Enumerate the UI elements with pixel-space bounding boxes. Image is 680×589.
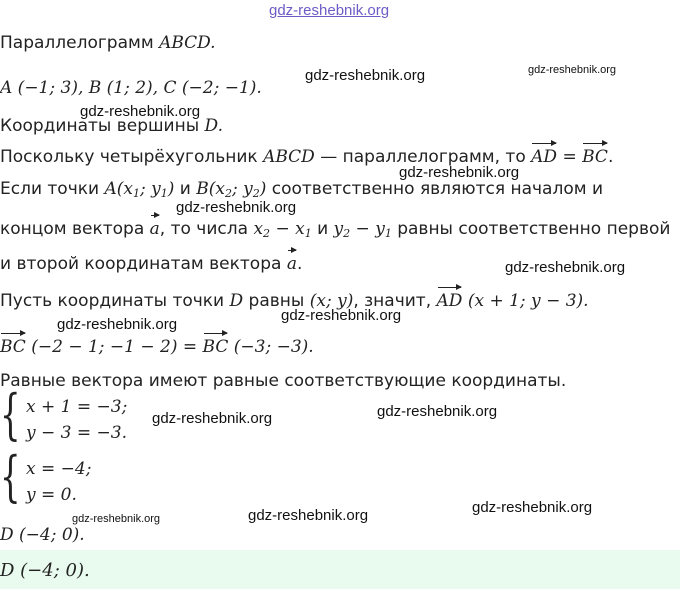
watermark: gdz-reshebnik.org (248, 507, 369, 524)
l6-sub3: 2 (343, 227, 351, 240)
l8-d: D (229, 291, 244, 311)
l4-end: . (607, 147, 614, 167)
l6-and: и (311, 219, 334, 239)
l5-sub2: 1 (160, 187, 168, 200)
l6-text-end: равны соответственно первой (391, 219, 671, 239)
vector-a: a (150, 212, 160, 240)
watermark: gdz-reshebnik.org (72, 513, 161, 525)
watermark: gdz-reshebnik.org (472, 499, 593, 516)
system-2-eq-1: x = −4; (26, 459, 92, 479)
l5-sub3: 2 (224, 187, 232, 200)
l6-minus-y: − y (350, 219, 385, 239)
l4-text-c: — параллелограмм, то (314, 147, 532, 167)
l9-result: (−3; −3). (228, 337, 314, 357)
vector-bc-calc (0, 330, 314, 358)
answer-highlight (0, 550, 680, 589)
l5-point-a: A(x (104, 179, 133, 199)
l6-minus-x: − x (270, 219, 305, 239)
system-1-eq-2: y − 3 = −3. (26, 423, 127, 443)
result-d: D (−4; 0). (0, 525, 85, 545)
l5-text-end: соответственно являются началом и (266, 179, 604, 199)
l7-text: и второй координатам вектора (0, 254, 287, 274)
l5-sub4: 2 (252, 187, 260, 200)
l5-y: ; y (139, 179, 161, 199)
watermark: gdz-reshebnik.org (152, 410, 273, 427)
brace-icon: { (0, 445, 21, 508)
rule-line-3 (0, 247, 302, 275)
vector-bc-3: BC (203, 330, 229, 358)
l6-y: y (333, 219, 344, 239)
rule-line-2 (0, 212, 670, 245)
watermark: gdz-reshebnik.org (528, 64, 617, 76)
equal-vectors-statement: Равные вектора имеют равные соответствующие координаты. (0, 371, 567, 391)
l6-x: x (253, 219, 264, 239)
l4-eq: = (557, 147, 583, 167)
vector-bc-2: BC (0, 330, 26, 358)
l8-text-a: Пусть координаты точки (0, 291, 230, 311)
l8-text-c: равны (243, 291, 310, 311)
l6-sub4: 1 (384, 227, 392, 240)
watermark: gdz-reshebnik.org (176, 199, 297, 216)
l4-math: ABCD (263, 147, 315, 167)
l8-text-e: , значит, (353, 291, 437, 311)
answer-text: D (−4; 0). (0, 560, 90, 581)
vector-ad: AD (531, 140, 557, 168)
task-math: D. (204, 116, 223, 136)
l5-close2: ) (259, 179, 267, 199)
l5-point-b: B(x (196, 179, 225, 199)
problem-title (0, 32, 216, 54)
system-1-eq-1: x + 1 = −3; (26, 397, 128, 417)
parallelogram-statement (0, 140, 613, 168)
watermark: gdz-reshebnik.org (305, 67, 426, 84)
watermark: gdz-reshebnik.org (80, 103, 201, 120)
l6-text-b: , то числа (159, 219, 254, 239)
watermark: gdz-reshebnik.org (377, 403, 498, 420)
watermark-top-link[interactable]: gdz-reshebnik.org (269, 2, 390, 19)
watermark: gdz-reshebnik.org (57, 316, 178, 333)
vector-bc: BC (582, 140, 608, 168)
vector-ad-2: AD (437, 284, 463, 312)
watermark: gdz-reshebnik.org (399, 164, 520, 181)
l8-xy: (x; y) (309, 291, 354, 311)
l9-calc: (−2 − 1; −1 − 2) = (25, 337, 203, 357)
brace-icon: { (0, 383, 21, 446)
watermark: gdz-reshebnik.org (505, 259, 626, 276)
l5-y2: ; y (231, 179, 253, 199)
watermark: gdz-reshebnik.org (281, 307, 402, 324)
l6-text-a: концом вектора (0, 219, 150, 239)
l5-and: и (174, 179, 197, 199)
l5-text-a: Если точки (0, 179, 105, 199)
system-2-eq-2: y = 0. (26, 485, 77, 505)
task-text: Координаты вершины (0, 116, 205, 136)
given-points: A (−1; 3), B (1; 2), C (−2; −1). (0, 78, 262, 98)
l6-sub2: 1 (304, 227, 312, 240)
l4-text-a: Поскольку четырёхугольник (0, 147, 264, 167)
l7-end: . (296, 254, 303, 274)
system-2 (0, 445, 200, 508)
l5-sub1: 1 (132, 187, 140, 200)
vector-a-2: a (287, 247, 297, 275)
l8-coords: (x + 1; y − 3). (462, 291, 589, 311)
title-math: ABCD. (159, 33, 216, 53)
title-text: Параллелограмм (0, 33, 160, 53)
l5-close: ) (167, 179, 175, 199)
l6-sub1: 2 (263, 227, 271, 240)
rule-line-1 (0, 178, 603, 205)
